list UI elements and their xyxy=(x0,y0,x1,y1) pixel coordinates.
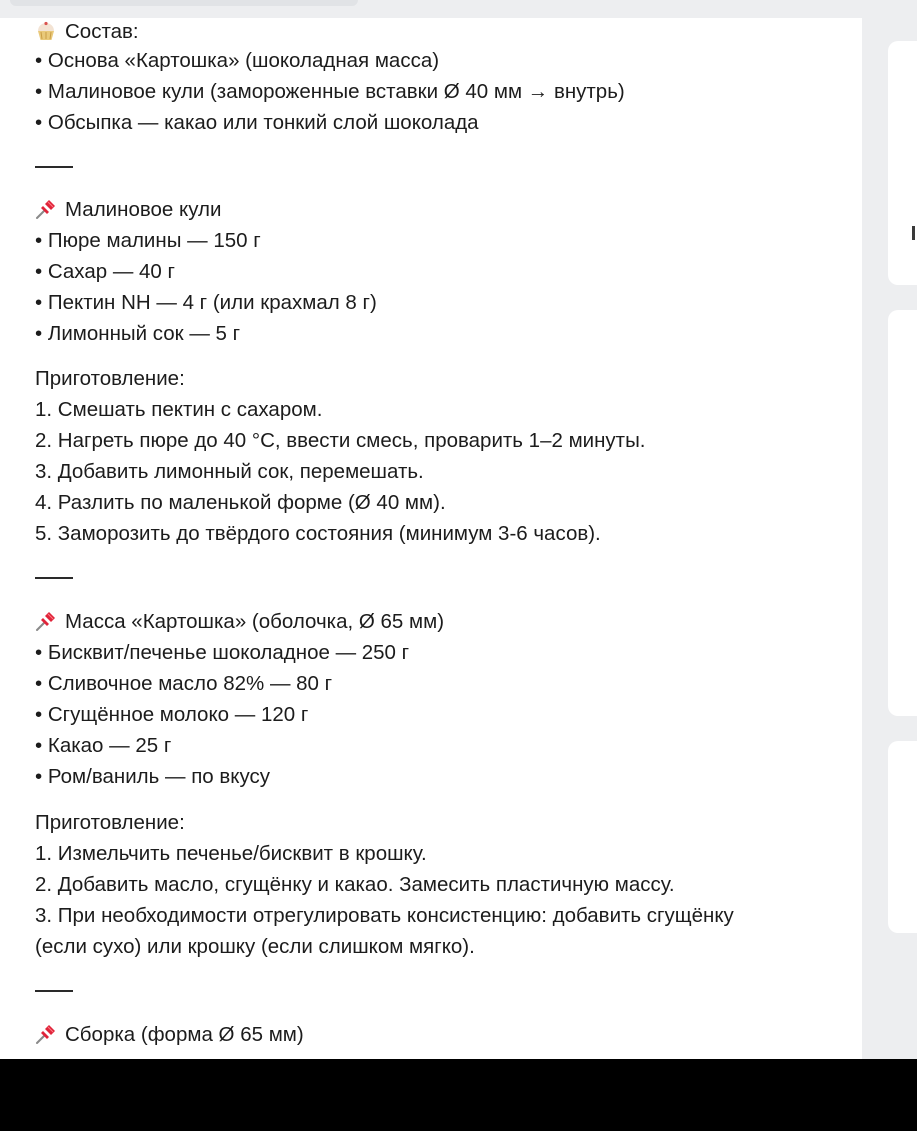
mass-step: 2. Добавить масло, сгущёнку и какао. Замесить пластичную массу. xyxy=(35,873,675,896)
mass-heading xyxy=(35,609,444,635)
composition-item: • Малиновое кули (замороженные вставки Ø 40 мм → внутрь) xyxy=(35,80,625,103)
side-card-edge-mark xyxy=(912,226,915,240)
mass-ingredient: • Сливочное масло 82% — 80 г xyxy=(35,672,333,695)
composition-title: Состав: xyxy=(65,20,139,43)
side-card[interactable] xyxy=(888,741,917,933)
coulis-prep-title: Приготовление: xyxy=(35,367,185,390)
mass-title: Масса «Картошка» (оболочка, Ø 65 мм) xyxy=(65,610,445,633)
mass-ingredient: • Бисквит/печенье шоколадное — 250 г xyxy=(35,641,410,664)
mass-step: (если сухо) или крошку (если слишком мягко). xyxy=(35,935,475,958)
coulis-ingredient: • Лимонный сок — 5 г xyxy=(35,322,241,345)
top-pill xyxy=(10,0,358,6)
coulis-title: Малиновое кули xyxy=(65,198,222,221)
mass-ingredient: • Ром/ваниль — по вкусу xyxy=(35,765,271,788)
coulis-step: 2. Нагреть пюре до 40 °C, ввести смесь, проварить 1–2 минуты. xyxy=(35,429,646,452)
composition-item: • Обсыпка — какао или тонкий слой шоколада xyxy=(35,111,479,134)
separator xyxy=(35,577,73,579)
coulis-step: 4. Разлить по маленькой форме (Ø 40 мм). xyxy=(35,491,446,514)
assembly-heading xyxy=(35,1022,304,1048)
coulis-step: 5. Заморозить до твёрдого состояния (минимум 3-6 часов). xyxy=(35,522,601,545)
mass-ingredient: • Какао — 25 г xyxy=(35,734,172,757)
mass-step: 3. При необходимости отрегулировать консистенцию: добавить сгущёнку xyxy=(35,904,734,927)
separator xyxy=(35,166,73,168)
pushpin-icon xyxy=(35,198,57,220)
assembly-title: Сборка (форма Ø 65 мм) xyxy=(65,1023,304,1046)
pushpin-icon xyxy=(35,1023,57,1045)
composition-item: • Основа «Картошка» (шоколадная масса) xyxy=(35,49,440,72)
top-strip xyxy=(0,0,917,18)
cupcake-icon xyxy=(35,20,57,42)
mass-prep-title: Приготовление: xyxy=(35,811,185,834)
composition-heading xyxy=(35,19,139,45)
coulis-ingredient: • Сахар — 40 г xyxy=(35,260,175,283)
coulis-heading xyxy=(35,197,221,223)
coulis-ingredient: • Пюре малины — 150 г xyxy=(35,229,261,252)
coulis-ingredient: • Пектин NH — 4 г (или крахмал 8 г) xyxy=(35,291,377,314)
separator xyxy=(35,990,73,992)
pushpin-icon xyxy=(35,610,57,632)
side-card[interactable] xyxy=(888,310,917,716)
side-card[interactable] xyxy=(888,41,917,285)
mass-ingredient: • Сгущённое молоко — 120 г xyxy=(35,703,309,726)
bottom-bar xyxy=(0,1059,917,1131)
coulis-step: 1. Смешать пектин с сахаром. xyxy=(35,398,323,421)
mass-step: 1. Измельчить печенье/бисквит в крошку. xyxy=(35,842,427,865)
coulis-step: 3. Добавить лимонный сок, перемешать. xyxy=(35,460,424,483)
